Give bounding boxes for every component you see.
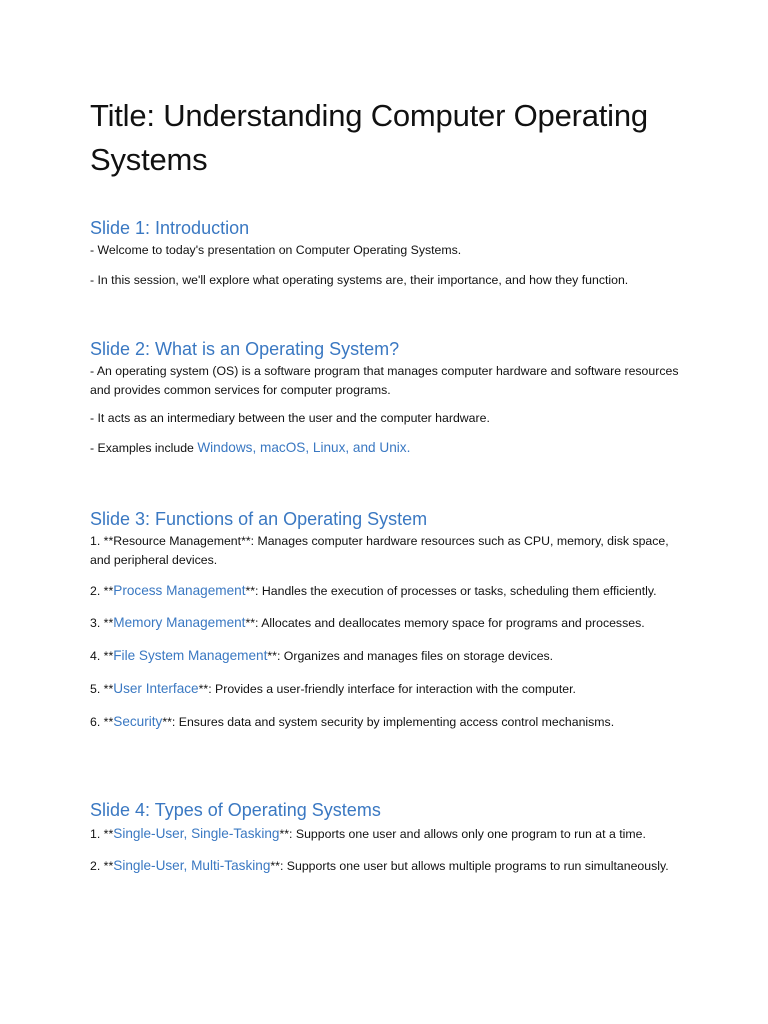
- slide-paragraph: [90, 646, 690, 666]
- paragraph-prefix: 2. **: [90, 584, 114, 598]
- slide-paragraph: [90, 581, 690, 601]
- highlighted-term: Windows, macOS, Linux, and Unix.: [197, 440, 411, 455]
- slide-paragraph: [90, 679, 690, 699]
- paragraph-suffix: **: Allocates and deallocates memory space for programs and processes.: [245, 616, 645, 630]
- highlighted-term: File System Management: [113, 648, 268, 663]
- highlighted-term: User Interface: [113, 681, 199, 696]
- paragraph-suffix: **: Provides a user-friendly interface for interaction with the computer.: [198, 682, 576, 696]
- paragraph-prefix: 4. **: [90, 649, 114, 663]
- paragraph-suffix: **: Organizes and manages files on storage devices.: [267, 649, 554, 663]
- paragraph-suffix: **: Supports one user but allows multiple programs to run simultaneously.: [270, 859, 669, 873]
- paragraph-prefix: 5. **: [90, 682, 114, 696]
- document-title: Title: Understanding Computer Operating Systems: [90, 98, 648, 177]
- slide-paragraph: [90, 712, 690, 732]
- paragraph-prefix: 6. **: [90, 715, 114, 729]
- paragraph-suffix: **: Ensures data and system security by implementing access control mechanisms.: [162, 715, 615, 729]
- slide-paragraph: - In this session, we'll explore what operating systems are, their importance, and how they function.: [90, 273, 629, 287]
- slide-heading: Slide 4: Types of Operating Systems: [90, 800, 381, 820]
- slide-section-2: [90, 338, 690, 458]
- slide-paragraph: 1. **Resource Management**: Manages computer hardware resources such as CPU, memory, disk space, and peripheral devices.: [90, 534, 669, 567]
- slide-heading: Slide 3: Functions of an Operating System: [90, 509, 428, 529]
- slide-paragraph: [90, 824, 690, 844]
- slide-paragraph: [90, 613, 690, 633]
- slide-paragraph: - An operating system (OS) is a software program that manages computer hardware and software resources and provides common services for computer programs.: [90, 364, 679, 397]
- highlighted-term: Single-User, Single-Tasking: [113, 826, 280, 841]
- slide-section-1: [90, 217, 690, 290]
- highlighted-term: Memory Management: [113, 615, 246, 630]
- slide-paragraph: [90, 856, 690, 876]
- highlighted-term: Process Management: [113, 583, 246, 598]
- slide-heading: Slide 2: What is an Operating System?: [90, 339, 400, 359]
- paragraph-suffix: **: Supports one user and allows only one program to run at a time.: [279, 827, 646, 841]
- paragraph-prefix: - Examples include: [90, 441, 198, 455]
- highlighted-term: Security: [113, 714, 163, 729]
- slide-section-4: [90, 799, 690, 876]
- paragraph-prefix: 2. **: [90, 859, 114, 873]
- slide-paragraph: [90, 438, 690, 458]
- slide-paragraph: - It acts as an intermediary between the user and the computer hardware.: [90, 411, 490, 425]
- highlighted-term: Single-User, Multi-Tasking: [113, 858, 271, 873]
- paragraph-prefix: 3. **: [90, 616, 114, 630]
- paragraph-suffix: **: Handles the execution of processes or tasks, scheduling them efficiently.: [245, 584, 657, 598]
- slide-heading: Slide 1: Introduction: [90, 218, 250, 238]
- slide-paragraph: - Welcome to today's presentation on Computer Operating Systems.: [90, 243, 462, 257]
- document-page: [90, 94, 690, 182]
- paragraph-prefix: 1. **: [90, 827, 114, 841]
- slide-section-3: [90, 508, 690, 732]
